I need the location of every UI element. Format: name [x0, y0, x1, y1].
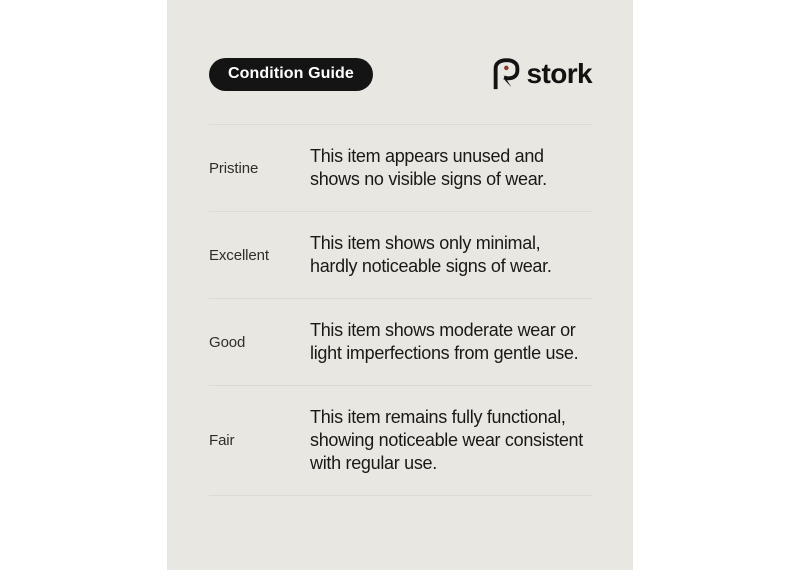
condition-guide-badge-label: Condition Guide: [228, 65, 354, 82]
condition-description: This item shows only minimal, hardly noticeable signs of wear.: [310, 233, 552, 276]
condition-row-fair: [209, 385, 592, 496]
condition-guide-badge: [209, 58, 373, 91]
condition-row-excellent: [209, 211, 592, 298]
condition-label: Excellent: [209, 246, 269, 264]
condition-description: This item appears unused and shows no visible signs of wear.: [310, 146, 547, 189]
stork-logo-icon: [493, 58, 520, 90]
condition-guide-panel: [167, 0, 633, 570]
panel-header: [209, 57, 592, 91]
condition-label: Fair: [209, 432, 235, 449]
condition-label: Pristine: [209, 159, 259, 177]
condition-table: [209, 124, 592, 496]
condition-label: Good: [209, 333, 246, 351]
stork-logo: [493, 58, 592, 90]
condition-row-good: [209, 298, 592, 385]
stork-logo-dot: [504, 66, 509, 71]
condition-description: This item shows moderate wear or light imperfections from gentle use.: [310, 320, 579, 363]
condition-row-pristine: [209, 124, 592, 211]
brand-name: stork: [526, 58, 592, 89]
condition-description: This item remains fully functional, showing noticeable wear consistent with regular use.: [310, 407, 583, 473]
